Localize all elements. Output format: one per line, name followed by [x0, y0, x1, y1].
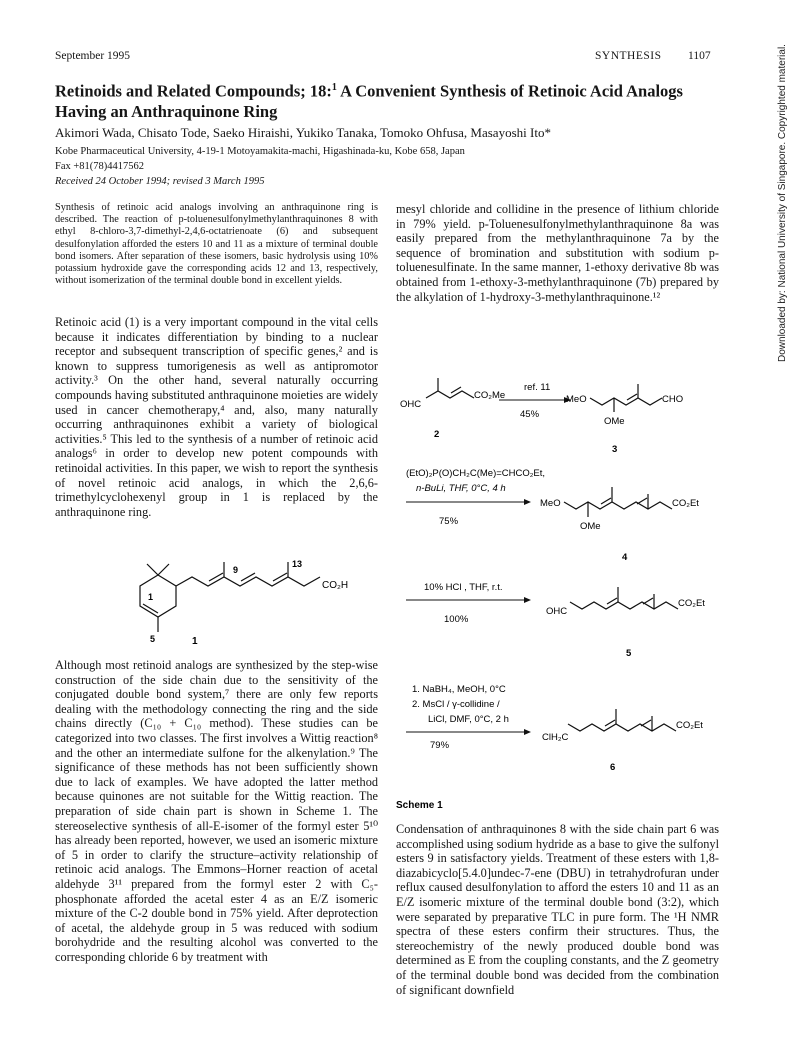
cmpd4-number: 4	[622, 552, 628, 563]
header-date: September 1995	[55, 50, 131, 62]
header-journal: SYNTHESIS	[595, 50, 662, 62]
title-rest: A Convenient Synthesis of Retinoic Acid Analogs Having an Anthraquinone Ring	[55, 81, 683, 121]
cmpd3-aldehyde: CHO	[662, 394, 684, 405]
body-paragraph-sulfone: mesyl chloride and collidine in the presence of lithium chloride in 79% yield. p-Toluenesulfonylmethylanthraquinone 8a was easily prepared from the methylanthraquinone 7a by the sequence of bromination and substitution with sodium p-toluenesulfinate. In the same manner, 1-ethoxy derivative 8b was obtained from 1-ethoxy-3-methylanthraquinone (7b) prepared by the alkylation of 1-hydroxy-3-methylanthraquinone.¹²	[396, 202, 719, 304]
cmpd4-ester: CO₂Et	[672, 498, 699, 509]
step2-yield: 75%	[439, 516, 459, 527]
header-page-number: 1107	[688, 50, 711, 62]
step3-reagent: 10% HCl , THF, r.t.	[424, 582, 503, 593]
cmpd4-methoxy-left: MeO	[540, 498, 561, 509]
step1-reagent: ref. 11	[524, 382, 551, 393]
fig1-locant-1: 1	[148, 592, 154, 602]
step4-yield: 79%	[430, 740, 450, 751]
step4-reagent-line3: LiCl, DMF, 0°C, 2 h	[428, 714, 509, 725]
download-watermark: Downloaded by: National University of Singapore. Copyrighted material.	[777, 44, 788, 362]
step2-reagent-line2: n-BuLi, THF, 0°C, 4 h	[416, 483, 506, 494]
cmpd5-ester: CO₂Et	[678, 598, 705, 609]
cmpd2-aldehyde: OHC	[400, 399, 422, 410]
cmpd6-number: 6	[610, 762, 616, 773]
cmpd3-methoxy-bottom: OMe	[604, 416, 625, 427]
body-paragraph-methods: Although most retinoid analogs are synthesized by the step-wise construction of the side chain due to the sensitivity of the conjugated double bond system,⁷ there are only few reports dealing with the methodology connecting the ring and the side chains directly (C₁₀ + C₁₀ method). These studies can be categorized into two classes. The first involves a Wittig reaction⁸ and the other an intermediate sulfone for the alkenylation.⁹ The significance of these methods has not been sufficiently shown due to lack of examples. We have adopted the latter method because quinones are not suitable for the Wittig reaction. The preparation of side chain part is shown in Scheme 1. The stereoselective synthesis of all-E-isomer of the formyl ester 5¹⁰ has already been reported, however, we used an isomeric mixture of 5 in order to clarify the structure–activity relationship of retinoic acid analogs. The Emmons–Horner reaction of acetal aldehyde 3¹¹ prepared from the formyl ester 2 with C₅-phosphonate afforded the acetal ester 4 as an E/Z isomeric mixture of the C-2 double bond in 75% yield. After deprotection of acetal, the aldehyde group in 5 was reduced with sodium borohydride and the resulting alcohol was converted to the corresponding chloride 6 by treatment with	[55, 658, 378, 964]
scheme-caption: Scheme 1	[396, 800, 443, 811]
abstract: Synthesis of retinoic acid analogs involving an anthraquinone ring is described. The reaction of p-toluenesulfonylmethylanthraquinones 8 with ethyl 8-chloro-3,7-dimethyl-2,4,6-octatrienoate (6) and subsequent desulfonylation afforded the esters 10 and 11 as a mixture of terminal double bond isomers. After separation of these isomers, basic hydrolysis using 10% potassium hydroxide gave the corresponding acids 12 and 13, respectively, without isomerization of the terminal double bond in excellent yields.	[55, 202, 378, 287]
cmpd2-number: 2	[434, 429, 440, 440]
authors: Akimori Wada, Chisato Tode, Saeko Hiraishi, Yukiko Tanaka, Tomoko Ohfusa, Masayoshi Ito*	[55, 125, 551, 140]
fig1-compound-number: 1	[192, 636, 198, 647]
fig1-carboxylic-acid: CO₂H	[322, 580, 349, 591]
cmpd6-chloromethyl: ClH₂C	[542, 732, 569, 743]
step1-yield: 45%	[520, 409, 540, 420]
fig1-locant-9: 9	[233, 565, 239, 575]
scheme-1	[394, 362, 724, 812]
cmpd5-aldehyde: OHC	[546, 606, 568, 617]
cmpd2-ester: CO₂Me	[474, 390, 506, 401]
step2-reagent-line1: (EtO)₂P(O)CH₂C(Me)=CHCO₂Et,	[406, 468, 546, 479]
fig1-locant-5: 5	[150, 634, 156, 644]
cmpd4-methoxy-bottom: OMe	[580, 521, 601, 532]
fig1-locant-13: 13	[292, 559, 303, 569]
affiliation: Kobe Pharmaceutical University, 4-19-1 Motoyamakita-machi, Higashinada-ku, Kobe 658, Japan	[55, 146, 465, 157]
body-paragraph-condensation: Condensation of anthraquinones 8 with the side chain part 6 was accomplished using sodium hydride as a base to give the sulfonyl esters 9 in satisfactory yields. Treatment of these esters with 1,8-diazabicyclo[5.4.0]undec-7-ene (DBU) in tetrahydrofuran under reflux caused desulfonylation to afford the esters 10 and 11 as an E/Z isomeric mixture of the terminal double bond (3:2), which were separated by preparative TLC in pure form. The ¹H NMR spectra of these esters confirm their structures. Thus, the stereochemistry of the newly produced double bond was determined as E from the coupling constants, and the Z geometry of the terminal double bond was decided from the combination of significant downfield	[396, 822, 719, 997]
article-title	[55, 78, 735, 122]
retinoic-acid-structure	[120, 560, 350, 660]
title-main: Retinoids and Related Compounds; 18:	[55, 81, 332, 101]
received-dates: Received 24 October 1994; revised 3 March 1995	[55, 176, 265, 187]
step3-yield: 100%	[444, 614, 469, 625]
step4-reagent-line2: 2. MsCl / γ-collidine /	[412, 699, 500, 710]
fax: Fax +81(78)4417562	[55, 161, 145, 172]
step4-reagent-line1: 1. NaBH₄, MeOH, 0°C	[412, 684, 506, 695]
title-ref: 1	[331, 82, 337, 93]
cmpd6-ester: CO₂Et	[676, 720, 703, 731]
cmpd5-number: 5	[626, 648, 632, 659]
cmpd3-methoxy-left: MeO	[566, 394, 587, 405]
body-paragraph-intro: Retinoic acid (1) is a very important compound in the vital cells because it indicates differentiation by binding to a nuclear receptor and subsequent transcription of specific genes,² and is known to suppress tumorigenesis as well as antipromotor activity.³ On the other hand, several naturally occurring compounds having substituted anthraquinone moieties are widely used in cancer chemotherapy,⁴ and, also, many naturally occurring anthraquinones exhibit a variety of biological activities.⁵ This led to the synthesis of a number of retinoic acid analogs⁶ in order to develop new potent compounds with retinoidal activities. In this paper, we wish to report the synthesis of novel retinoic acid analogs, in which the 2,6,6-trimethylcyclohexenyl group in 1 is replaced by the anthraquinone ring.	[55, 315, 378, 519]
cmpd3-number: 3	[612, 444, 618, 455]
